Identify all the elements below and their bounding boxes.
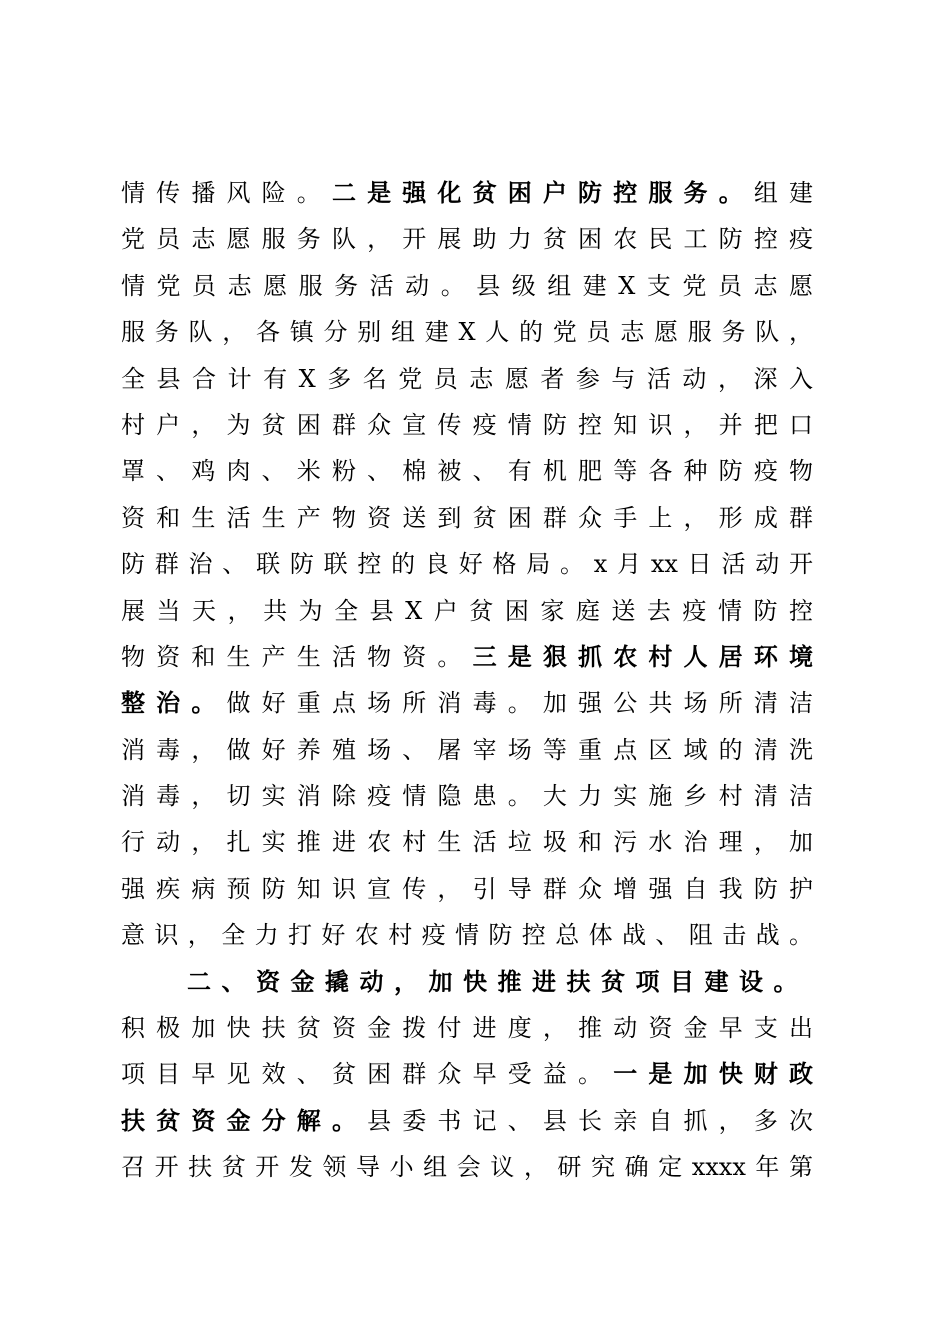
text-run: 全县合计有X多名党员志愿者参与活动，深入 — [121, 364, 813, 393]
text-run: 意识，全力打好农村疫情防控总体战、阻击战。 — [121, 921, 813, 950]
bold-run: 三是狠抓农村人居环境 — [472, 641, 813, 671]
text-run: 行动，扎实推进农村生活垃圾和污水治理，加 — [121, 828, 813, 857]
text-run: 积极加快扶贫资金拨付进度，推动资金早支出 — [121, 1014, 813, 1043]
text-line — [121, 402, 813, 448]
section-heading — [121, 959, 813, 1005]
text-run: 服务队，各镇分别组建X人的党员志愿服务队， — [121, 318, 813, 347]
bold-run: 扶贫资金分解。 — [121, 1105, 368, 1135]
text-run: 强疾病预防知识宣传，引导群众增强自我防护 — [121, 874, 813, 903]
text-line — [121, 773, 813, 819]
text-line — [121, 170, 813, 216]
text-line — [121, 1144, 813, 1190]
text-line — [121, 356, 813, 402]
text-line — [121, 634, 813, 680]
text-run: 村户，为贫困群众宣传疫情防控知识，并把口 — [121, 410, 813, 439]
text-line — [121, 541, 813, 587]
text-run: 防群治、联防联控的良好格局。x月xx日活动开 — [121, 550, 813, 579]
text-line — [121, 680, 813, 726]
text-run: 召开扶贫开发领导小组会议，研究确定xxxx年第 — [121, 1153, 813, 1182]
bold-run: 二是强化贫困户防控服务。 — [331, 178, 754, 207]
bold-run: 一是加快财政 — [613, 1059, 814, 1089]
text-run: 资和生活生产物资送到贫困群众手上，形成群 — [121, 503, 813, 532]
text-run: 展当天，共为全县X户贫困家庭送去疫情防控 — [121, 596, 813, 625]
text-line — [121, 819, 813, 865]
text-line — [121, 263, 813, 309]
bold-run: 整治。 — [121, 688, 227, 718]
text-run: 情传播风险。 — [121, 179, 332, 207]
text-line — [121, 727, 813, 773]
text-line — [121, 1051, 813, 1097]
text-run: 党员志愿服务队，开展助力贫困农民工防控疫 — [121, 225, 813, 254]
text-run: 情党员志愿服务活动。县级组建X支党员志愿 — [121, 271, 813, 300]
text-line — [121, 912, 813, 958]
text-run: 物资和生产生活物资。 — [121, 642, 473, 671]
body-text — [121, 170, 813, 1191]
text-line — [121, 216, 813, 262]
text-run: 县委书记、县长亲自抓，多次 — [367, 1106, 814, 1135]
text-line — [121, 309, 813, 355]
text-run: 消毒，做好养殖场、屠宰场等重点区域的清洗 — [121, 735, 813, 764]
text-run: 消毒，切实消除疫情隐患。大力实施乡村清洁 — [121, 782, 813, 811]
text-line — [121, 866, 813, 912]
text-run: 组建 — [753, 179, 814, 207]
text-run: 罩、鸡肉、米粉、棉被、有机肥等各种防疫物 — [121, 457, 813, 486]
text-line — [121, 1005, 813, 1051]
text-run: 做好重点场所消毒。加强公共场所清洁 — [226, 689, 814, 718]
text-line — [121, 1098, 813, 1144]
text-line — [121, 448, 813, 494]
heading-text: 二、资金撬动，加快推进扶贫项目建设。 — [187, 966, 808, 996]
text-line — [121, 495, 813, 541]
text-run: 项目早见效、贫困群众早受益。 — [121, 1060, 614, 1089]
text-line — [121, 588, 813, 634]
